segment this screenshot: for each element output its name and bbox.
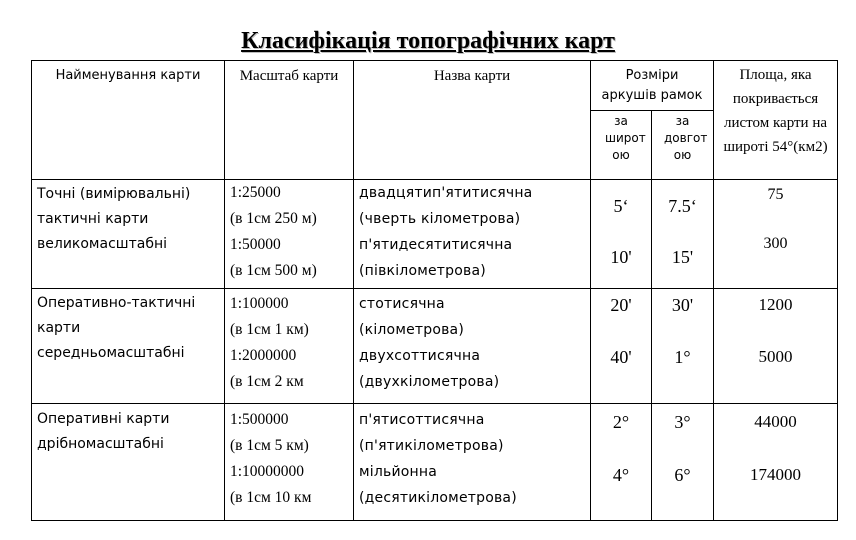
scale-cell	[225, 180, 354, 289]
category-operational-tactical: Оперативно-тактичні карти середньомасштабні	[32, 289, 225, 404]
lon-value: 6°	[674, 465, 691, 485]
map-name: мільйонна	[359, 464, 438, 480]
area-value: 75	[767, 186, 784, 203]
lon-value: 3°	[674, 412, 691, 432]
scale-note: (в 1см 2 км	[230, 373, 304, 390]
map-name-note: (п'ятикілометрова)	[359, 438, 504, 454]
area-cell	[714, 404, 838, 521]
classification-table	[31, 60, 838, 521]
lon-value: 15'	[671, 246, 694, 267]
header-sheet-size: Розміри аркушів рамок	[591, 61, 714, 111]
scale-cell	[225, 404, 354, 521]
scale-note: (в 1см 250 м)	[230, 210, 317, 227]
header-area: Площа, яка покривається листом карти на широті 54°(км2)	[714, 61, 838, 180]
lon-value: 7.5‘	[668, 195, 697, 216]
category-precise: Точні (вимірювальні) тактичні карти великомасштабні	[32, 180, 225, 289]
category-operational: Оперативні карти дрібномасштабні	[32, 404, 225, 521]
scale-value: 1:500000	[230, 411, 289, 428]
lon-value: 1°	[674, 347, 691, 367]
area-value: 1200	[758, 295, 793, 314]
scale-value: 1:10000000	[230, 463, 305, 480]
map-name-note: (чверть кілометрова)	[359, 211, 521, 227]
map-name-note: (кілометрова)	[359, 322, 464, 338]
area-value: 5000	[758, 347, 793, 366]
map-name-note: (півкілометрова)	[359, 263, 486, 279]
lat-value: 5‘	[613, 195, 629, 216]
area-cell	[714, 180, 838, 289]
lat-value: 20'	[610, 295, 632, 315]
lat-cell	[591, 180, 652, 289]
scale-value: 1:25000	[230, 184, 281, 201]
map-name: стотисячна	[359, 296, 445, 312]
lat-value: 10'	[610, 246, 632, 267]
map-name-cell	[354, 404, 591, 521]
page-title: Класифікація топографічних карт	[241, 28, 615, 54]
lat-cell	[591, 404, 652, 521]
scale-note: (в 1см 10 км	[230, 489, 312, 506]
map-name-note: (двухкілометрова)	[359, 374, 500, 390]
area-value: 44000	[754, 412, 797, 431]
header-map-name: Назва карти	[354, 61, 591, 180]
area-cell	[714, 289, 838, 404]
map-name: п'ятидесятитисячна	[359, 237, 513, 253]
lat-value: 4°	[612, 465, 630, 485]
map-name: п'ятисоттисячна	[359, 412, 485, 428]
lon-cell	[652, 404, 714, 521]
scale-note: (в 1см 5 км)	[230, 437, 309, 454]
scale-note: (в 1см 1 км)	[230, 321, 309, 338]
map-name-cell	[354, 289, 591, 404]
map-name-cell	[354, 180, 591, 289]
lat-cell	[591, 289, 652, 404]
lon-value: 30'	[671, 295, 694, 315]
lat-value: 2°	[612, 412, 630, 432]
lon-cell	[652, 289, 714, 404]
lat-value: 40'	[610, 347, 632, 367]
header-name: Найменування карти	[32, 61, 225, 180]
header-scale: Масштаб карти	[225, 61, 354, 180]
map-name: двадцятип'ятитисячна	[359, 185, 533, 201]
scale-value: 1:100000	[230, 295, 289, 312]
scale-note: (в 1см 500 м)	[230, 262, 317, 279]
map-name: двухсоттисячна	[359, 348, 481, 364]
scale-cell	[225, 289, 354, 404]
header-lat: за широт ою	[591, 111, 652, 180]
scale-value: 1:50000	[230, 236, 281, 253]
area-value: 174000	[750, 465, 802, 484]
map-name-note: (десятикілометрова)	[359, 490, 517, 506]
area-value: 300	[763, 235, 788, 252]
header-lon: за довгот ою	[652, 111, 714, 180]
scale-value: 1:2000000	[230, 347, 297, 364]
lon-cell	[652, 180, 714, 289]
